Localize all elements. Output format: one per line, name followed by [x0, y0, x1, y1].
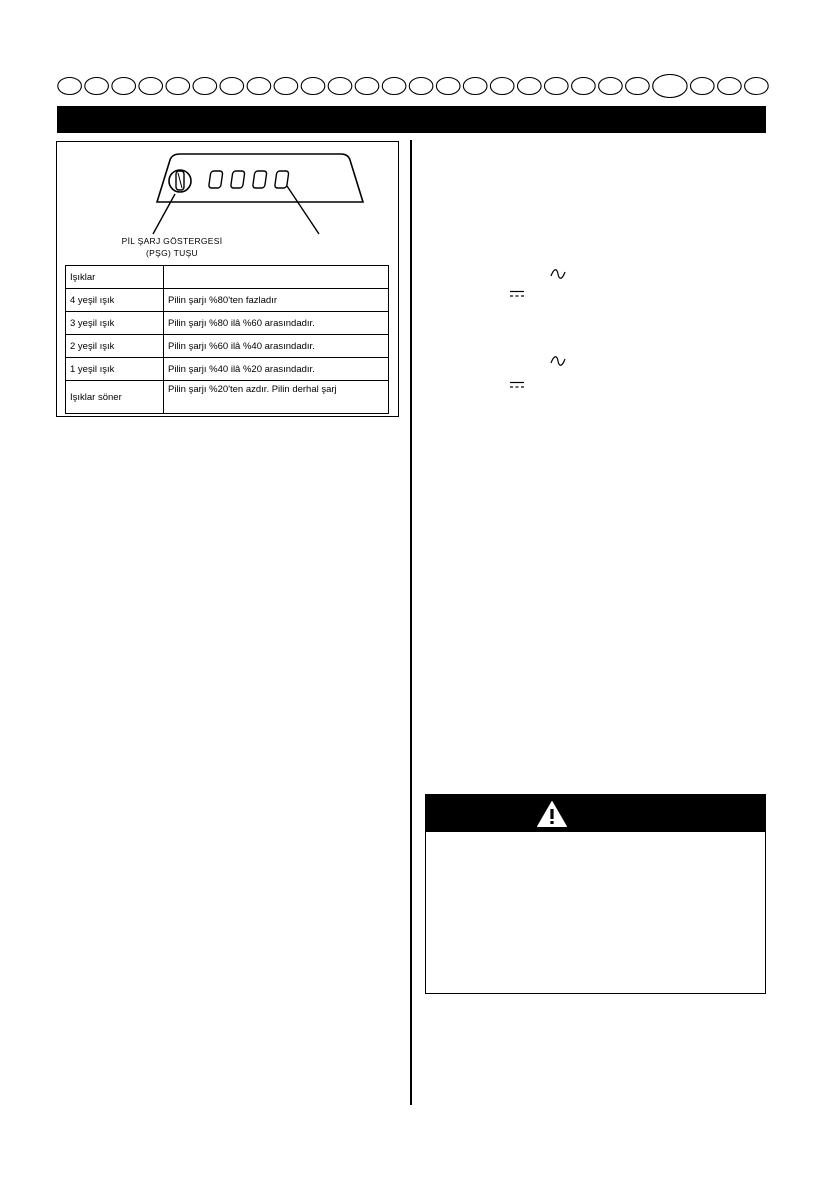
table-header-lights: Işıklar [66, 266, 164, 289]
warning-header [426, 795, 765, 832]
language-tab [599, 78, 623, 95]
language-tab [691, 78, 715, 95]
psg-leader-line [153, 194, 175, 234]
table-row [66, 381, 389, 414]
table-cell-lights: Işıklar söner [66, 381, 164, 414]
table-row [66, 358, 389, 381]
language-tab [220, 78, 244, 95]
table-cell-lights: 4 yeşil ışık [66, 289, 164, 312]
table-cell-lights: 2 yeşil ışık [66, 335, 164, 358]
table-cell-lights: 1 yeşil ışık [66, 358, 164, 381]
psg-button-label [57, 235, 287, 259]
language-tab [274, 78, 298, 95]
table-row [66, 312, 389, 335]
language-tab [626, 78, 650, 95]
language-tab [382, 78, 406, 95]
language-tab [463, 78, 487, 95]
language-tabs [57, 74, 769, 98]
column-divider [410, 140, 412, 1105]
charge-panel-illustration [135, 142, 395, 237]
table-header-meaning [164, 266, 389, 289]
charge-level-table [65, 265, 389, 414]
dc-symbol-icon [510, 290, 524, 298]
language-tab [436, 78, 460, 95]
psg-label-line1: PİL ŞARJ GÖSTERGESİ [121, 236, 223, 246]
ac-symbol-icon [550, 355, 566, 367]
language-tab-ovals [57, 74, 769, 98]
language-tab [301, 78, 325, 95]
language-tab [139, 78, 163, 95]
psg-label-line2: (PŞG) TUŞU [146, 248, 198, 258]
dc-symbol-icon [510, 381, 524, 389]
warning-box [425, 794, 766, 994]
led-2-icon [231, 171, 245, 188]
language-tab [193, 78, 217, 95]
table-cell-meaning: Pilin şarjı %80 ilâ %60 arasındadır. [164, 312, 389, 335]
language-tab [58, 78, 82, 95]
led-1-icon [209, 171, 223, 188]
language-tab [85, 78, 109, 95]
table-row [66, 289, 389, 312]
language-tab-active [653, 75, 687, 98]
language-tab [247, 78, 271, 95]
language-tab [718, 78, 742, 95]
language-tab [518, 78, 542, 95]
language-tab [166, 78, 190, 95]
table-cell-meaning: Pilin şarjı %40 ilâ %20 arasındadır. [164, 358, 389, 381]
language-tab [409, 78, 433, 95]
panel-outline [157, 154, 363, 202]
charge-indicator-figure [56, 141, 399, 417]
language-tab [745, 78, 769, 95]
table-cell-meaning: Pilin şarjı %60 ilâ %40 arasındadır. [164, 335, 389, 358]
warning-triangle-icon [536, 800, 568, 828]
section-header-bar [57, 106, 766, 133]
led-3-icon [253, 171, 267, 188]
language-tab [328, 78, 352, 95]
table-cell-meaning: Pilin şarjı %20'ten azdır. Pilin derhal şarj [164, 381, 389, 414]
language-tab [112, 78, 136, 95]
led-4-icon [275, 171, 289, 188]
table-header-row [66, 266, 389, 289]
language-tab [572, 78, 596, 95]
ac-symbol-icon [550, 268, 566, 280]
language-tab [545, 78, 569, 95]
table-cell-lights: 3 yeşil ışık [66, 312, 164, 335]
table-row [66, 335, 389, 358]
language-tab [355, 78, 379, 95]
led-leader-line [287, 186, 319, 234]
table-cell-meaning: Pilin şarjı %80'ten fazladır [164, 289, 389, 312]
language-tab [490, 78, 514, 95]
